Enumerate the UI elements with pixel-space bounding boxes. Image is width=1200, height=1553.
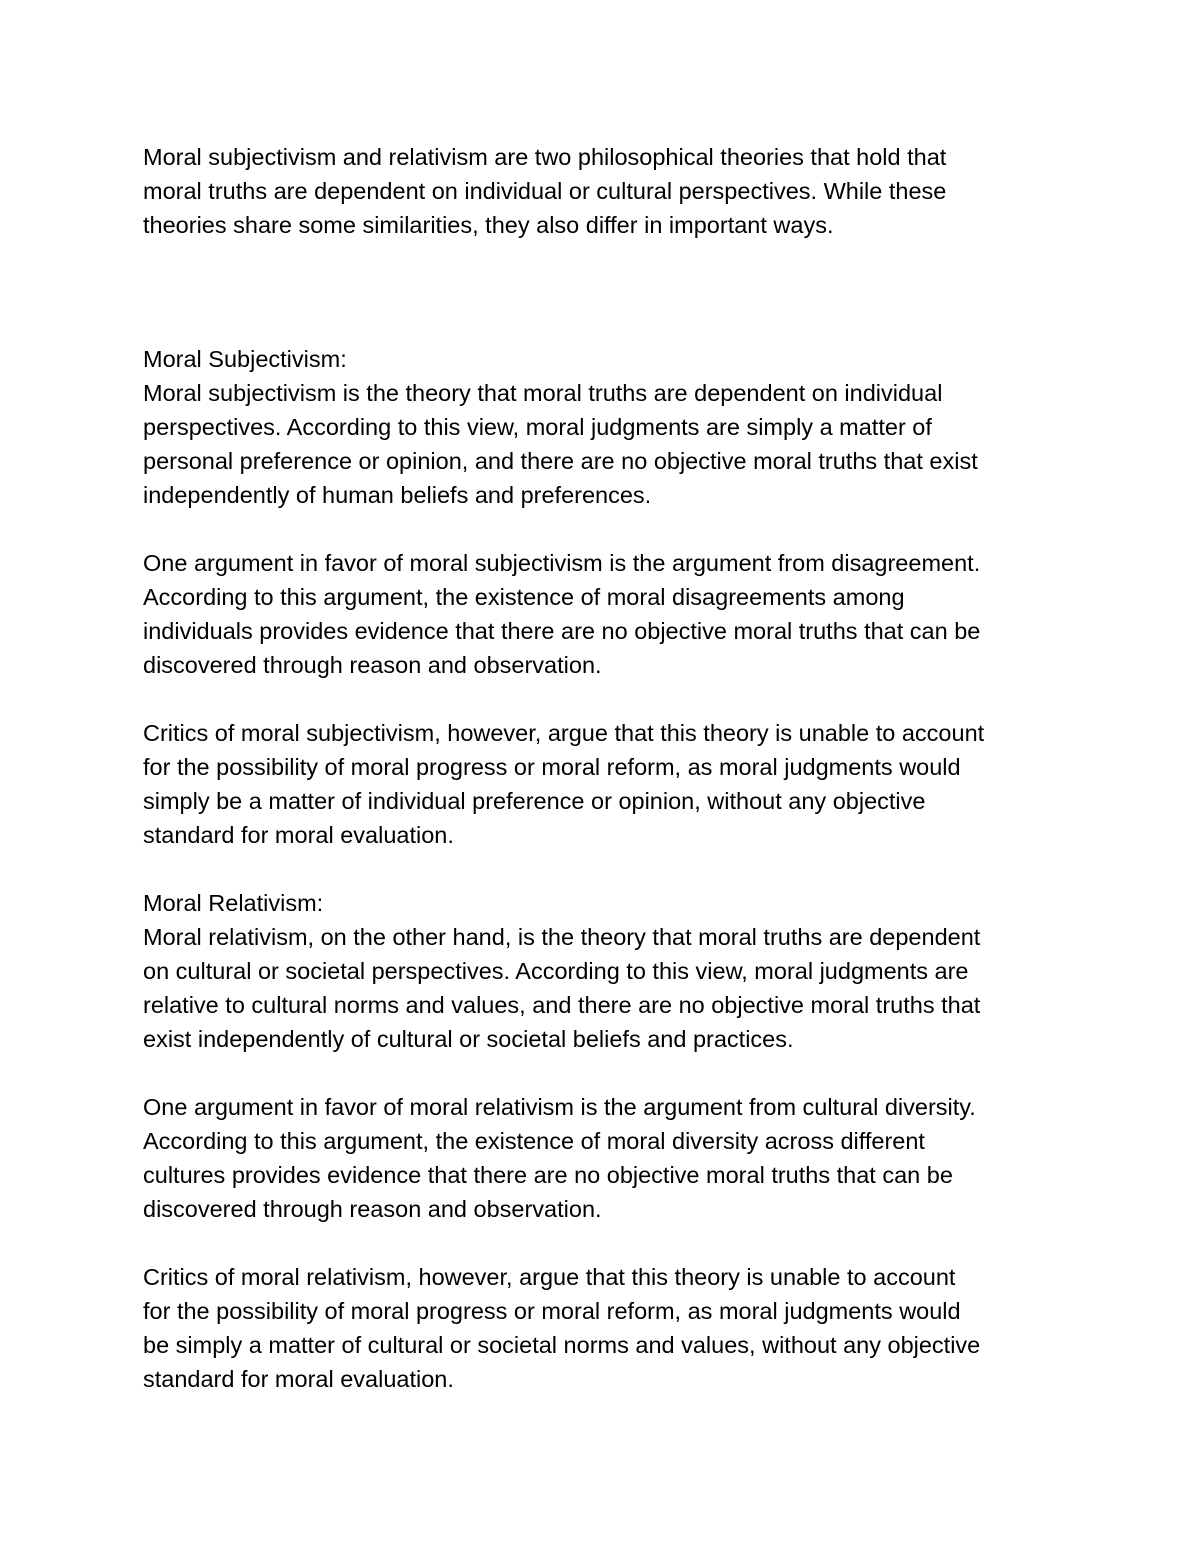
text-line: According to this argument, the existence of moral disagreements among: [143, 584, 905, 610]
subjectivism-section: [143, 342, 1083, 852]
text-line: simply be a matter of individual preference or opinion, without any objective: [143, 788, 926, 814]
text-line: theories share some similarities, they also differ in important ways.: [143, 212, 834, 238]
text-line: standard for moral evaluation.: [143, 822, 454, 848]
relativism-definition-paragraph: [143, 920, 1083, 1056]
text-line: perspectives. According to this view, moral judgments are simply a matter of: [143, 414, 932, 440]
document-body: [143, 140, 1083, 1396]
section-heading-relativism: Moral Relativism:: [143, 890, 324, 916]
text-line: exist independently of cultural or societal beliefs and practices.: [143, 1026, 794, 1052]
text-line: discovered through reason and observation.: [143, 652, 602, 678]
text-line: Critics of moral subjectivism, however, argue that this theory is unable to account: [143, 720, 985, 746]
text-line: standard for moral evaluation.: [143, 1366, 454, 1392]
text-line: for the possibility of moral progress or moral reform, as moral judgments would: [143, 754, 961, 780]
section-heading-subjectivism: Moral Subjectivism:: [143, 346, 347, 372]
text-line: Critics of moral relativism, however, argue that this theory is unable to account: [143, 1264, 956, 1290]
text-line: be simply a matter of cultural or societal norms and values, without any objective: [143, 1332, 981, 1358]
text-line: Moral subjectivism is the theory that moral truths are dependent on individual: [143, 380, 943, 406]
text-line: One argument in favor of moral relativism is the argument from cultural diversity.: [143, 1094, 976, 1120]
text-line: Moral subjectivism and relativism are two philosophical theories that hold that: [143, 144, 947, 170]
relativism-argument-paragraph: [143, 1090, 1083, 1226]
text-line: discovered through reason and observation.: [143, 1196, 602, 1222]
text-line: cultures provides evidence that there are no objective moral truths that can be: [143, 1162, 953, 1188]
text-line: individuals provides evidence that there are no objective moral truths that can be: [143, 618, 981, 644]
text-line: independently of human beliefs and preferences.: [143, 482, 652, 508]
text-line: personal preference or opinion, and there are no objective moral truths that exist: [143, 448, 978, 474]
text-line: for the possibility of moral progress or moral reform, as moral judgments would: [143, 1298, 961, 1324]
relativism-section: [143, 886, 1083, 1396]
subjectivism-critique-paragraph: [143, 716, 1083, 852]
text-line: moral truths are dependent on individual or cultural perspectives. While these: [143, 178, 947, 204]
text-line: One argument in favor of moral subjectivism is the argument from disagreement.: [143, 550, 981, 576]
text-line: According to this argument, the existence of moral diversity across different: [143, 1128, 925, 1154]
subjectivism-argument-paragraph: [143, 546, 1083, 682]
subjectivism-definition-paragraph: [143, 376, 1083, 512]
text-line: relative to cultural norms and values, and there are no objective moral truths that: [143, 992, 981, 1018]
text-line: on cultural or societal perspectives. According to this view, moral judgments are: [143, 958, 969, 984]
text-line: Moral relativism, on the other hand, is the theory that moral truths are dependent: [143, 924, 981, 950]
intro-paragraph: [143, 140, 1083, 242]
relativism-critique-paragraph: [143, 1260, 1083, 1396]
